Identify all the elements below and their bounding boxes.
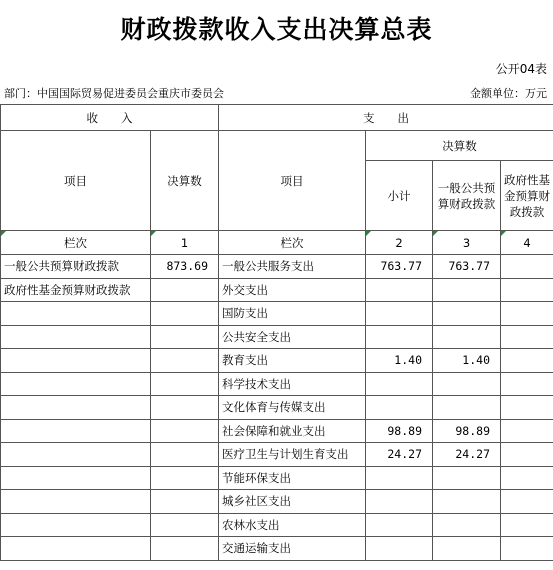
general-budget-cell xyxy=(433,278,501,302)
expense-item-cell: 外交支出 xyxy=(219,278,366,302)
index-col-4: 4 xyxy=(501,231,553,255)
income-amount-cell xyxy=(151,325,219,349)
budget-table xyxy=(0,104,553,561)
gov-fund-cell xyxy=(501,513,553,537)
income-amount-cell xyxy=(151,372,219,396)
table-code: 公开04表 xyxy=(495,62,547,76)
table-row xyxy=(1,372,553,396)
income-item-cell xyxy=(1,466,151,490)
expense-item-cell: 文化体育与传媒支出 xyxy=(219,396,366,420)
income-item-cell xyxy=(1,302,151,326)
expense-item-cell: 医疗卫生与计划生育支出 xyxy=(219,443,366,467)
column-header-row-1 xyxy=(1,131,553,161)
income-amount-cell xyxy=(151,466,219,490)
table-row xyxy=(1,325,553,349)
unit-label: 金额单位：万元 xyxy=(470,87,547,100)
income-item-cell xyxy=(1,537,151,561)
gov-fund-cell xyxy=(501,302,553,326)
index-col-3: 3 xyxy=(433,231,501,255)
expense-item-cell: 一般公共服务支出 xyxy=(219,255,366,279)
gov-fund-cell xyxy=(501,278,553,302)
gov-fund-cell xyxy=(501,372,553,396)
expense-item-cell: 农林水支出 xyxy=(219,513,366,537)
department-label: 部门：中国国际贸易促进委员会重庆市委员会 xyxy=(4,87,224,100)
gov-fund-cell xyxy=(501,537,553,561)
index-label-right: 栏次 xyxy=(219,231,366,255)
income-amount-cell xyxy=(151,537,219,561)
income-item-cell xyxy=(1,490,151,514)
subtotal-header: 小计 xyxy=(366,161,433,231)
subtotal-cell: 24.27 xyxy=(366,443,433,467)
meta-row xyxy=(0,81,553,103)
subtotal-cell: 763.77 xyxy=(366,255,433,279)
gov-fund-cell xyxy=(501,419,553,443)
gov-fund-cell xyxy=(501,255,553,279)
income-item-cell xyxy=(1,396,151,420)
subtotal-cell xyxy=(366,513,433,537)
gov-fund-cell xyxy=(501,349,553,373)
expense-item-cell: 社会保障和就业支出 xyxy=(219,419,366,443)
general-budget-cell xyxy=(433,302,501,326)
gov-fund-cell xyxy=(501,466,553,490)
index-col-2: 2 xyxy=(366,231,433,255)
general-budget-cell: 98.89 xyxy=(433,419,501,443)
income-final-header: 决算数 xyxy=(151,131,219,231)
report-title: 财政拨款收入支出决算总表 xyxy=(120,15,433,44)
income-amount-cell xyxy=(151,349,219,373)
expense-item-cell: 城乡社区支出 xyxy=(219,490,366,514)
expense-header: 支 出 xyxy=(219,105,553,131)
general-budget-cell xyxy=(433,490,501,514)
expense-item-header: 项目 xyxy=(219,131,366,231)
table-row xyxy=(1,513,553,537)
general-budget-cell: 763.77 xyxy=(433,255,501,279)
income-item-cell xyxy=(1,349,151,373)
table-row xyxy=(1,537,553,561)
table-row xyxy=(1,278,553,302)
income-amount-cell xyxy=(151,302,219,326)
income-item-header: 项目 xyxy=(1,131,151,231)
general-budget-cell xyxy=(433,537,501,561)
general-budget-cell: 1.40 xyxy=(433,349,501,373)
income-amount-cell xyxy=(151,419,219,443)
income-item-cell xyxy=(1,325,151,349)
gov-fund-cell xyxy=(501,490,553,514)
income-item-cell xyxy=(1,419,151,443)
index-col-1: 1 xyxy=(151,231,219,255)
income-item-cell xyxy=(1,372,151,396)
table-row xyxy=(1,490,553,514)
gov-fund-cell xyxy=(501,443,553,467)
income-item-cell xyxy=(1,443,151,467)
general-budget-cell xyxy=(433,396,501,420)
subtotal-cell xyxy=(366,325,433,349)
table-row xyxy=(1,396,553,420)
section-header-row xyxy=(1,105,553,131)
income-amount-cell: 873.69 xyxy=(151,255,219,279)
table-row xyxy=(1,302,553,326)
subtotal-cell xyxy=(366,278,433,302)
subtotal-cell xyxy=(366,372,433,396)
general-budget-header: 一般公共预算财政拨款 xyxy=(433,161,501,231)
income-amount-cell xyxy=(151,513,219,537)
income-amount-cell xyxy=(151,396,219,420)
column-index-row xyxy=(1,231,553,255)
income-amount-cell xyxy=(151,278,219,302)
expense-item-cell: 教育支出 xyxy=(219,349,366,373)
table-row xyxy=(1,443,553,467)
general-budget-cell xyxy=(433,325,501,349)
subtotal-cell xyxy=(366,302,433,326)
general-budget-cell xyxy=(433,372,501,396)
gov-fund-cell xyxy=(501,396,553,420)
income-amount-cell xyxy=(151,443,219,467)
subtotal-cell xyxy=(366,396,433,420)
income-item-cell: 政府性基金预算财政拨款 xyxy=(1,278,151,302)
subtotal-cell xyxy=(366,490,433,514)
expense-final-header: 决算数 xyxy=(366,131,553,161)
subtotal-cell xyxy=(366,466,433,490)
income-item-cell xyxy=(1,513,151,537)
expense-item-cell: 国防支出 xyxy=(219,302,366,326)
income-header: 收 入 xyxy=(1,105,219,131)
expense-item-cell: 科学技术支出 xyxy=(219,372,366,396)
table-row xyxy=(1,349,553,373)
gov-fund-header: 政府性基金预算财政拨款 xyxy=(501,161,553,231)
subtotal-cell: 98.89 xyxy=(366,419,433,443)
subtotal-cell xyxy=(366,537,433,561)
index-label-left: 栏次 xyxy=(1,231,151,255)
expense-item-cell: 公共安全支出 xyxy=(219,325,366,349)
general-budget-cell xyxy=(433,466,501,490)
income-item-cell: 一般公共预算财政拨款 xyxy=(1,255,151,279)
table-row xyxy=(1,419,553,443)
expense-item-cell: 交通运输支出 xyxy=(219,537,366,561)
general-budget-cell: 24.27 xyxy=(433,443,501,467)
subtotal-cell: 1.40 xyxy=(366,349,433,373)
gov-fund-cell xyxy=(501,325,553,349)
table-row xyxy=(1,255,553,279)
table-row xyxy=(1,466,553,490)
income-amount-cell xyxy=(151,490,219,514)
general-budget-cell xyxy=(433,513,501,537)
expense-item-cell: 节能环保支出 xyxy=(219,466,366,490)
